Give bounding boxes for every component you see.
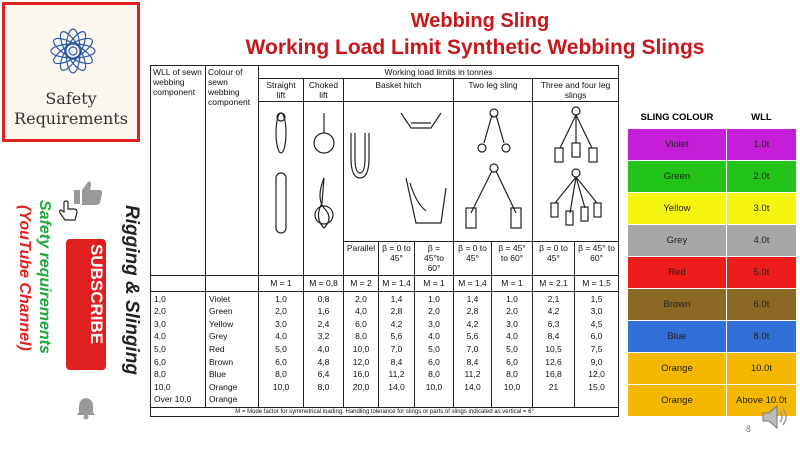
table-cell: Orange: [209, 381, 238, 392]
logo-text-line2: Requirements: [14, 109, 128, 128]
table-cell: 10,0: [272, 381, 290, 392]
wll-row: [628, 193, 797, 225]
table-cell: 1,4: [466, 293, 479, 304]
table-cell: 2,0: [506, 306, 518, 317]
table-cell: 5,0: [428, 343, 440, 354]
table-cell: 10,5: [545, 343, 562, 354]
table-cell: 16,0: [352, 369, 370, 380]
table-cell: [575, 393, 618, 406]
page-number: 8: [746, 424, 752, 434]
value-column-2: [259, 291, 304, 407]
table-cell: 10,0: [503, 381, 521, 392]
table-cell: Violet: [209, 293, 231, 304]
table-cell: 6,0: [506, 356, 518, 367]
sling-colour-cell: Orange: [628, 353, 727, 385]
sling-colour-cell: Orange: [628, 385, 727, 417]
table-cell: 3,0: [275, 318, 287, 329]
table-cell: 2,8: [390, 306, 403, 317]
table-cell: 8,4: [547, 331, 560, 342]
table-cell: 2,1: [547, 293, 560, 304]
basket-hitch-diagram: [344, 102, 454, 242]
table-cell: 5,6: [466, 331, 479, 342]
sub-header-two-leg-0-45: β = 0 to 45°: [454, 242, 492, 276]
table-cell: 12,6: [545, 356, 562, 367]
table-cell: 2,0: [355, 293, 367, 304]
value-column-6: [415, 291, 454, 407]
table-cell: 14,0: [464, 381, 481, 392]
table-cell: 21: [548, 381, 559, 392]
table-cell: 5,6: [390, 331, 403, 342]
table-cell: 5,0: [275, 343, 287, 354]
sling-colour-cell: Violet: [628, 129, 727, 161]
header-wll-value: WLL: [726, 106, 796, 129]
table-cell: 16,8: [545, 369, 562, 380]
working-load-limit-table: [150, 65, 619, 417]
sling-colour-cell: Grey: [628, 225, 727, 257]
table-cell: 2,0: [428, 306, 440, 317]
wll-value-cell: 8.0t: [726, 321, 796, 353]
table-cell: 4,0: [317, 343, 330, 354]
table-cell: 6,0: [355, 318, 367, 329]
straight-lift-diagram: [259, 102, 304, 276]
table-cell: 10,0: [154, 381, 171, 392]
sub-header-three-leg-45-60: β = 45° to 60°: [575, 242, 619, 276]
sub-header-two-leg-45-60: β = 45° to 60°: [492, 242, 533, 276]
header-wll: WLL of sewn webbing component: [151, 66, 206, 276]
mode-factor: M = 1,4: [454, 276, 492, 292]
table-cell: 2,8: [466, 306, 479, 317]
table-cell: 14,0: [388, 381, 405, 392]
table-cell: 12,0: [352, 356, 370, 367]
sub-header-basket-0-45: β = 0 to 45°: [379, 242, 415, 276]
subscribe-label: SUBSCRIBE: [87, 244, 106, 345]
header-working-load-limits: Working load limits in tonnes: [259, 66, 619, 79]
table-cell: [259, 393, 303, 406]
header-straight-lift: Straight lift: [259, 79, 304, 102]
table-cell: [454, 393, 491, 406]
header-colour: Colour of sewn webbing component: [206, 66, 259, 276]
value-column-10: [575, 291, 619, 407]
sub-header-parallel: Parallel: [344, 242, 379, 276]
wll-row: [628, 257, 797, 289]
table-cell: 8,0: [317, 381, 330, 392]
table-cell: 4,0: [355, 306, 367, 317]
table-cell: 15,0: [588, 381, 605, 392]
choked-lift-diagram: [304, 102, 344, 276]
table-cell: 2,0: [154, 306, 166, 317]
table-cell: 5,0: [506, 343, 518, 354]
table-cell: 4,5: [590, 318, 603, 329]
table-cell: 4,0: [506, 331, 518, 342]
value-column-3: [304, 291, 344, 407]
table-cell: 8,0: [275, 369, 287, 380]
table-cell: 7,5: [590, 343, 603, 354]
table-cell: [379, 393, 414, 406]
blank-cell: [151, 276, 206, 292]
sling-colour-cell: Green: [628, 161, 727, 193]
sling-colour-cell: Yellow: [628, 193, 727, 225]
table-cell: 8,0: [428, 369, 440, 380]
value-column-8: [492, 291, 533, 407]
table-cell: 11,2: [464, 369, 481, 380]
table-cell: 8,0: [506, 369, 518, 380]
wll-value-cell: 5.0t: [726, 257, 796, 289]
rigging-slinging-text: Rigging & Slinging: [121, 205, 142, 375]
wll-value-cell: 6.0t: [726, 289, 796, 321]
table-cell: 9,0: [590, 356, 603, 367]
channel-logo: [2, 2, 140, 142]
table-cell: 1,4: [390, 293, 403, 304]
table-cell: 4,8: [317, 356, 330, 367]
value-column-9: [533, 291, 575, 407]
mode-factor: M = 0,8: [304, 276, 344, 292]
table-cell: [492, 393, 532, 406]
table-cell: 12,0: [588, 369, 605, 380]
wll-row: [628, 353, 797, 385]
table-cell: 1,0: [506, 293, 518, 304]
table-cell: 8,4: [390, 356, 403, 367]
table-cell: 4,2: [547, 306, 560, 317]
value-column-1: [206, 291, 259, 407]
wll-row: [628, 321, 797, 353]
lotus-logo-icon: [35, 13, 111, 89]
table-cell: 1,0: [154, 293, 166, 304]
table-cell: 3,0: [154, 318, 166, 329]
mode-factor: M = 2: [344, 276, 379, 292]
sub-header-basket-45-60: β = 45°to 60°: [415, 242, 454, 276]
table-cell: 3,0: [428, 318, 440, 329]
sling-colour-wll-table: [627, 106, 797, 417]
wll-value-cell: 10.0t: [726, 353, 796, 385]
wll-value-cell: 1.0t: [726, 129, 796, 161]
table-cell: 4,0: [154, 331, 166, 342]
table-cell: [415, 393, 453, 406]
value-column-0: [151, 291, 206, 407]
wll-value-cell: 4.0t: [726, 225, 796, 257]
table-cell: 6,4: [317, 369, 330, 380]
value-column-7: [454, 291, 492, 407]
value-column-5: [379, 291, 415, 407]
sling-colour-cell: Red: [628, 257, 727, 289]
table-cell: 6,0: [275, 356, 287, 367]
table-cell: Brown: [209, 356, 234, 367]
table-cell: 4,0: [428, 331, 440, 342]
table-cell: 8,4: [466, 356, 479, 367]
mode-factor: M = 1,5: [575, 276, 619, 292]
pointer-hand-icon: [58, 200, 80, 222]
table-cell: 6,0: [428, 356, 440, 367]
table-cell: 3,0: [590, 306, 603, 317]
page-subtitle: Working Load Limit Synthetic Webbing Slings: [245, 36, 705, 59]
table-cell: Over 10,0: [154, 394, 192, 405]
wll-row: [628, 225, 797, 257]
mode-factor: M = 1: [492, 276, 533, 292]
table-cell: 6,0: [154, 356, 166, 367]
wll-row: [628, 129, 797, 161]
table-cell: 10,0: [352, 343, 370, 354]
table-cell: 1,5: [590, 293, 603, 304]
page-title: Webbing Sling: [410, 10, 550, 32]
table-cell: 3,2: [317, 331, 330, 342]
table-cell: 1,0: [428, 293, 440, 304]
table-cell: 8,0: [154, 369, 166, 380]
table-cell: Blue: [209, 369, 227, 380]
table-cell: Grey: [209, 331, 228, 342]
table-cell: 4,0: [275, 331, 287, 342]
table-cell: [344, 393, 378, 406]
sling-colour-cell: Blue: [628, 321, 727, 353]
table-cell: 4,2: [390, 318, 403, 329]
table-footnote: M = Mode factor for symmetrical loading. Handling tolerance for slings or parts of slings indicated as vertical = 6°: [151, 407, 619, 416]
sling-colour-cell: Brown: [628, 289, 727, 321]
value-block: [151, 291, 619, 407]
table-cell: Orange: [209, 394, 238, 405]
logo-text-line1: Safety: [45, 89, 97, 108]
header-three-four-leg-slings: Three and four leg slings: [533, 79, 619, 102]
table-cell: 7,0: [390, 343, 403, 354]
wll-value-cell: Above 10.0t: [726, 385, 796, 417]
two-leg-sling-diagram: [454, 102, 533, 242]
table-cell: Yellow: [209, 318, 234, 329]
table-cell: 2,0: [275, 306, 287, 317]
wll-row: [628, 289, 797, 321]
table-cell: 0,8: [317, 293, 330, 304]
speaker-icon[interactable]: [760, 402, 790, 432]
blank-cell: [206, 276, 259, 292]
three-four-leg-sling-diagram: [533, 102, 619, 242]
channel-name-text: Safety requirements: [36, 200, 53, 354]
table-cell: 2,4: [317, 318, 330, 329]
table-cell: 5,0: [154, 343, 166, 354]
header-basket-hitch: Basket hitch: [344, 79, 454, 102]
table-cell: [533, 393, 574, 406]
table-cell: 7,0: [466, 343, 479, 354]
table-cell: Green: [209, 306, 233, 317]
table-cell: 8,0: [355, 331, 367, 342]
wll-value-cell: 2.0t: [726, 161, 796, 193]
wll-row: [628, 161, 797, 193]
mode-factor: M = 1,4: [379, 276, 415, 292]
header-two-leg-sling: Two leg sling: [454, 79, 533, 102]
header-sling-colour: SLING COLOUR: [628, 106, 727, 129]
table-cell: [304, 393, 343, 406]
wll-value-cell: 3.0t: [726, 193, 796, 225]
mode-factor: M = 2,1: [533, 276, 575, 292]
table-cell: 6,3: [547, 318, 560, 329]
table-cell: 1,0: [275, 293, 287, 304]
table-cell: 1,6: [317, 306, 330, 317]
mode-factor: M = 1: [259, 276, 304, 292]
table-cell: 4,2: [466, 318, 479, 329]
mode-factor: M = 1: [415, 276, 454, 292]
table-cell: 20,0: [352, 381, 370, 392]
table-cell: 6,0: [590, 331, 603, 342]
table-cell: 10,0: [425, 381, 443, 392]
sub-header-three-leg-0-45: β = 0 to 45°: [533, 242, 575, 276]
table-cell: 3,0: [506, 318, 518, 329]
table-cell: 11,2: [388, 369, 405, 380]
value-column-4: [344, 291, 379, 407]
channel-type-text: (YouTube Channel): [16, 205, 33, 351]
header-choked-lift: Choked lift: [304, 79, 344, 102]
bell-icon[interactable]: [75, 396, 97, 420]
table-cell: Red: [209, 343, 225, 354]
